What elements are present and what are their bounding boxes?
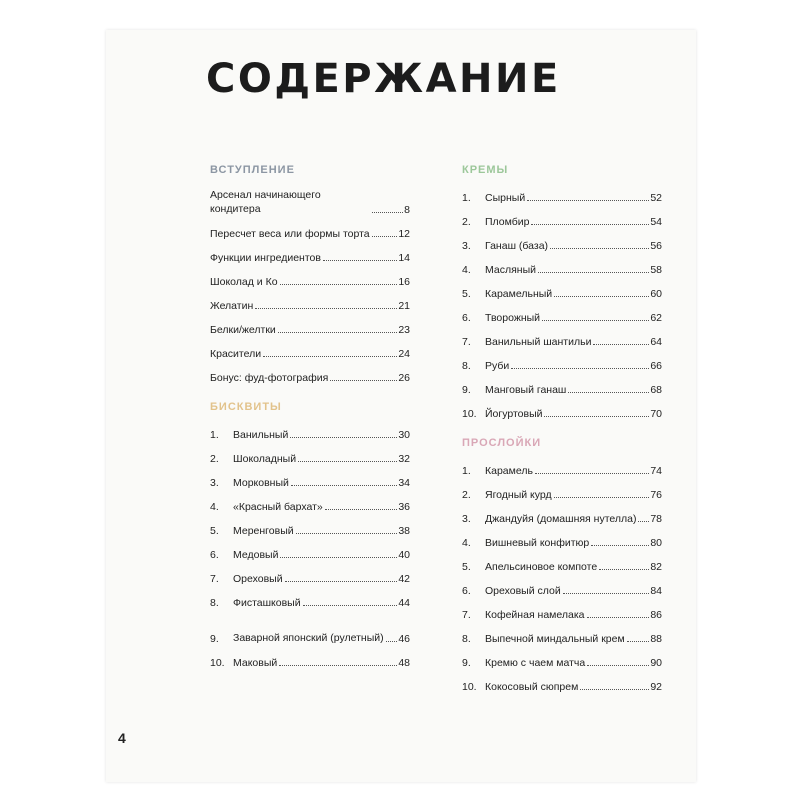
toc-entry-page: 12 — [398, 228, 410, 240]
toc-entry-number: 1. — [462, 192, 471, 204]
toc-entry — [210, 609, 410, 645]
dot-leader — [542, 320, 649, 321]
toc-entry-page: 38 — [398, 525, 410, 537]
toc-entry-label: Вишневый конфитюр — [485, 537, 590, 549]
page-number: 4 — [118, 730, 126, 746]
toc-entry-number: 4. — [462, 537, 471, 549]
toc-entry-label: Шоколадный — [233, 453, 297, 465]
toc-entry — [210, 561, 410, 585]
toc-entry-label: Йогуртовый — [485, 408, 543, 420]
toc-entry-label: Апельсиновое компоте — [485, 561, 598, 573]
toc-entry — [462, 477, 662, 501]
toc-entry-label: Карамель — [485, 465, 533, 477]
dot-leader — [325, 509, 398, 510]
toc-entry-number: 1. — [210, 429, 219, 441]
toc-entry-label: Джандуйя (домашняя нутелла) — [485, 513, 637, 525]
toc-entry-label: Заварной японский (рулетный) — [233, 632, 384, 644]
dot-leader — [255, 308, 397, 309]
dot-leader — [627, 641, 650, 642]
toc-entry-number: 5. — [462, 288, 471, 300]
toc-entry-page: 40 — [398, 549, 410, 561]
dot-leader — [538, 272, 649, 273]
section-heading-intro: ВСТУПЛЕНИЕ — [210, 164, 295, 176]
toc-entry-page: 44 — [398, 597, 410, 609]
toc-entry-number: 6. — [210, 549, 219, 561]
toc-entry — [210, 312, 410, 336]
toc-entry-number: 1. — [462, 465, 471, 477]
toc-entry — [210, 417, 410, 441]
toc-entry-number: 9. — [462, 384, 471, 396]
toc-entry-page: 80 — [650, 537, 662, 549]
toc-entry — [210, 441, 410, 465]
toc-entry-number: 3. — [462, 513, 471, 525]
toc-entry-label: Фисташковый — [233, 597, 301, 609]
toc-entry-page: 42 — [398, 573, 410, 585]
dot-leader — [291, 485, 397, 486]
toc-entry — [462, 372, 662, 396]
toc-entry-number: 8. — [462, 633, 471, 645]
toc-entry-label: Желатин — [210, 300, 254, 312]
dot-leader — [278, 332, 398, 333]
toc-entry — [462, 501, 662, 525]
dot-leader — [638, 521, 649, 522]
dot-leader — [591, 545, 649, 546]
dot-leader — [280, 284, 398, 285]
toc-entry — [462, 453, 662, 477]
toc-entry-number: 2. — [462, 489, 471, 501]
toc-entry-label: Пересчет веса или формы торта — [210, 228, 370, 240]
toc-entry — [210, 264, 410, 288]
toc-entry-label: Ореховый — [233, 573, 283, 585]
dot-leader — [263, 356, 397, 357]
dot-leader — [554, 296, 649, 297]
toc-entry-page: 78 — [650, 513, 662, 525]
toc-entry-number: 4. — [210, 501, 219, 513]
toc-entry-label: Ванильный — [233, 429, 289, 441]
toc-entry-number: 10. — [210, 657, 225, 669]
dot-leader — [563, 593, 650, 594]
toc-entry — [462, 621, 662, 645]
toc-entry-page: 36 — [398, 501, 410, 513]
toc-entry — [210, 360, 410, 384]
toc-entry — [462, 549, 662, 573]
toc-entry-label: Кофейная намелака — [485, 609, 585, 621]
toc-entry-number: 8. — [462, 360, 471, 372]
toc-entry-label: Красители — [210, 348, 262, 360]
toc-entry — [210, 336, 410, 360]
dot-leader — [280, 557, 397, 558]
toc-entry-page: 84 — [650, 585, 662, 597]
dot-leader — [554, 497, 650, 498]
toc-entry-label: Белки/желтки — [210, 324, 276, 336]
toc-entry — [210, 465, 410, 489]
toc-entry — [462, 324, 662, 348]
toc-entry-label: Шоколад и Ко — [210, 276, 278, 288]
toc-entry-page: 92 — [650, 681, 662, 693]
toc-entry-label: Ягодный курд — [485, 489, 552, 501]
toc-entry-page: 64 — [650, 336, 662, 348]
toc-entry-number: 8. — [210, 597, 219, 609]
toc-entry-label: Руби — [485, 360, 510, 372]
toc-entry-number: 9. — [210, 633, 219, 645]
dot-leader — [330, 380, 397, 381]
toc-entry — [462, 276, 662, 300]
toc-entry-page: 46 — [398, 633, 410, 645]
toc-entry — [210, 489, 410, 513]
toc-entry-number: 3. — [210, 477, 219, 489]
toc-entry-page: 52 — [650, 192, 662, 204]
toc-entry-label: Пломбир — [485, 216, 530, 228]
dot-leader — [285, 581, 398, 582]
toc-entry-number: 4. — [462, 264, 471, 276]
toc-entry-page: 60 — [650, 288, 662, 300]
toc-entry-label: Ганаш (база) — [485, 240, 549, 252]
toc-entry-number: 6. — [462, 312, 471, 324]
toc-entry-page: 21 — [398, 300, 410, 312]
toc-entry-number: 7. — [210, 573, 219, 585]
toc-entry-page: 16 — [398, 276, 410, 288]
toc-entry-label: Функции ингредиентов — [210, 252, 321, 264]
toc-entry — [462, 252, 662, 276]
dot-leader — [511, 368, 649, 369]
dot-leader — [372, 236, 398, 237]
section-list-biscuits — [210, 417, 410, 669]
toc-entry-label: Меренговый — [233, 525, 294, 537]
toc-entry-number: 5. — [210, 525, 219, 537]
toc-entry-label: Манговый ганаш — [485, 384, 567, 396]
toc-entry-label: «Красный бархат» — [233, 501, 323, 513]
dot-leader — [372, 212, 403, 213]
toc-entry-label: Бонус: фуд-фотография — [210, 372, 329, 384]
toc-entry-page: 48 — [398, 657, 410, 669]
toc-entry-page: 24 — [398, 348, 410, 360]
dot-leader — [298, 461, 397, 462]
toc-entry-number: 2. — [462, 216, 471, 228]
dot-leader — [290, 437, 397, 438]
toc-entry — [210, 585, 410, 609]
dot-leader — [296, 533, 398, 534]
toc-entry-page: 32 — [398, 453, 410, 465]
toc-entry-label: Арсенал начинающего кондитера — [210, 189, 321, 215]
toc-entry — [462, 597, 662, 621]
toc-entry-page: 68 — [650, 384, 662, 396]
toc-entry-label: Ванильный шантильи — [485, 336, 592, 348]
dot-leader — [527, 200, 649, 201]
toc-entry-page: 70 — [650, 408, 662, 420]
toc-entry-label: Медовый — [233, 549, 279, 561]
toc-entry-page: 54 — [650, 216, 662, 228]
section-heading-biscuits: БИСКВИТЫ — [210, 401, 282, 413]
toc-entry — [462, 573, 662, 597]
toc-entry — [210, 645, 410, 669]
section-heading-creams: КРЕМЫ — [462, 164, 509, 176]
toc-entry-page: 82 — [650, 561, 662, 573]
dot-leader — [580, 689, 649, 690]
toc-entry-page: 8 — [404, 204, 410, 216]
toc-entry-page: 14 — [398, 252, 410, 264]
toc-entry-page: 88 — [650, 633, 662, 645]
toc-entry-label: Кокосовый сюпрем — [485, 681, 579, 693]
dot-leader — [531, 224, 649, 225]
toc-entry-page: 66 — [650, 360, 662, 372]
toc-entry-label: Морковный — [233, 477, 289, 489]
toc-entry — [462, 669, 662, 693]
toc-entry-page: 62 — [650, 312, 662, 324]
toc-entry-number: 10. — [462, 681, 477, 693]
toc-entry-page: 58 — [650, 264, 662, 276]
toc-entry-number: 3. — [462, 240, 471, 252]
toc-entry-number: 2. — [210, 453, 219, 465]
toc-entry — [462, 228, 662, 252]
right-column — [462, 160, 662, 693]
toc-entry-number: 7. — [462, 609, 471, 621]
section-list-layers — [462, 453, 662, 693]
toc-entry-number: 7. — [462, 336, 471, 348]
toc-entry-page: 26 — [398, 372, 410, 384]
toc-entry-label: Выпечной миндальный крем — [485, 633, 625, 645]
toc-entry — [462, 300, 662, 324]
toc-entry — [462, 396, 662, 420]
page-title: СОДЕРЖАНИЕ — [206, 56, 561, 102]
toc-entry-label: Сырный — [485, 192, 526, 204]
dot-leader — [568, 392, 649, 393]
toc-entry — [462, 180, 662, 204]
section-list-creams — [462, 180, 662, 420]
toc-entry-number: 5. — [462, 561, 471, 573]
section-heading-layers: ПРОСЛОЙКИ — [462, 437, 542, 449]
toc-entry — [210, 180, 410, 216]
toc-entry-page: 30 — [398, 429, 410, 441]
dot-leader — [544, 416, 649, 417]
toc-entry-page: 56 — [650, 240, 662, 252]
dot-leader — [535, 473, 649, 474]
toc-entry-page: 90 — [650, 657, 662, 669]
toc-entry-label: Творожный — [485, 312, 541, 324]
toc-entry-label: Кремю с чаем матча — [485, 657, 586, 669]
toc-entry-label: Маковый — [233, 657, 278, 669]
toc-entry-label: Ореховый слой — [485, 585, 561, 597]
toc-entry — [210, 216, 410, 240]
toc-entry-page: 23 — [398, 324, 410, 336]
dot-leader — [587, 617, 650, 618]
dot-leader — [323, 260, 397, 261]
dot-leader — [279, 665, 397, 666]
toc-entry-label: Масляный — [485, 264, 536, 276]
toc-entry — [210, 288, 410, 312]
dot-leader — [550, 248, 649, 249]
toc-entry-page: 74 — [650, 465, 662, 477]
toc-entry — [462, 645, 662, 669]
toc-entry — [210, 537, 410, 561]
dot-leader — [587, 665, 649, 666]
dot-leader — [386, 641, 398, 642]
book-page — [106, 30, 696, 782]
toc-entry-page: 76 — [650, 489, 662, 501]
dot-leader — [593, 344, 649, 345]
toc-entry-label: Карамельный — [485, 288, 553, 300]
toc-entry-number: 10. — [462, 408, 477, 420]
toc-entry-number: 6. — [462, 585, 471, 597]
dot-leader — [303, 605, 398, 606]
toc-entry — [462, 525, 662, 549]
section-list-intro — [210, 180, 410, 384]
toc-entry — [210, 240, 410, 264]
toc-entry-number: 9. — [462, 657, 471, 669]
left-column — [210, 160, 410, 669]
toc-entry — [462, 348, 662, 372]
dot-leader — [599, 569, 649, 570]
toc-entry — [462, 204, 662, 228]
toc-entry-page: 86 — [650, 609, 662, 621]
toc-entry — [210, 513, 410, 537]
toc-entry-page: 34 — [398, 477, 410, 489]
